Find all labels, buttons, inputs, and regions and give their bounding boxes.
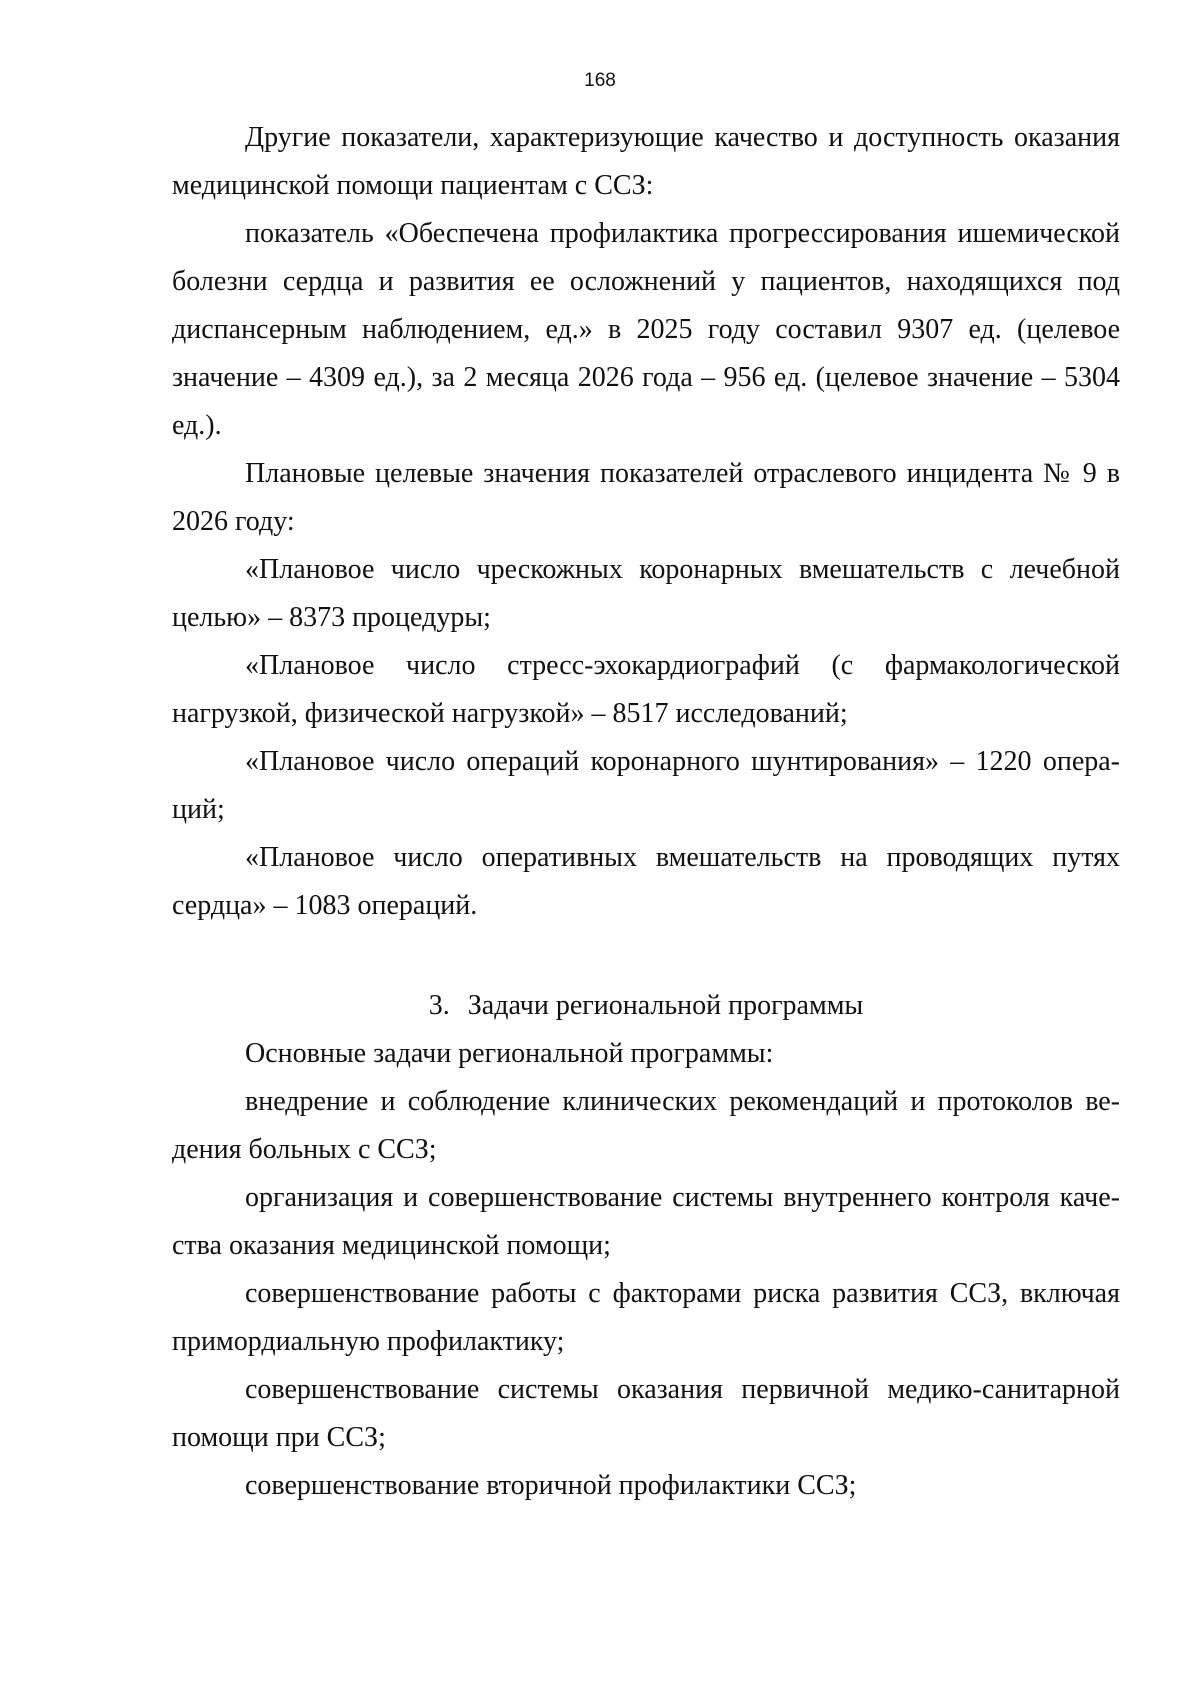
other-indicators-paragraph: Другие показатели, характеризующие качество и доступность оказания медицинской помощи пациентам с ССЗ: xyxy=(172,122,1120,201)
section-heading xyxy=(172,982,1120,1030)
task-item: организация и совершенствование системы внутреннего контроля каче-ства оказания медицинской помощи; xyxy=(172,1182,1120,1261)
task-item: совершенствование системы оказания первичной медико-санитарной помощи при ССЗ; xyxy=(172,1374,1120,1453)
section-number: 3. xyxy=(428,990,450,1021)
page-content xyxy=(172,114,1120,1510)
section-lead-paragraph: Основные задачи региональной программы: xyxy=(245,1038,774,1069)
targets-heading-paragraph: Плановые целевые значения показателей отраслевого инцидента № 9 в 2026 году: xyxy=(172,458,1120,537)
task-item: совершенствование работы с факторами риска развития ССЗ, включая примордиальную профилактику; xyxy=(172,1278,1120,1357)
section-title: Задачи региональной программы xyxy=(467,990,864,1021)
ischemic-indicator-paragraph: показатель «Обеспечена профилактика прогрессирования ишемической болезни сердца и развития ее осложнений у пациентов, находящихся под диспансерным наблюдением, ед.» в 2025 году составил 9307 ед. (целевое значение – 4309 ед.), за 2 месяца 2026 года – 956 ед. (целевое значение – 5304 ед.). xyxy=(172,218,1120,441)
task-item: внедрение и соблюдение клинических рекомендаций и протоколов ве-дения больных с ССЗ; xyxy=(172,1086,1120,1165)
task-item: совершенствование вторичной профилактики ССЗ; xyxy=(245,1470,857,1501)
target-item: «Плановое число чрескожных коронарных вмешательств с лечебной целью» – 8373 процедуры; xyxy=(172,554,1120,633)
page-number: 168 xyxy=(584,70,616,91)
target-item: «Плановое число операций коронарного шунтирования» – 1220 опера-ций; xyxy=(172,746,1120,825)
target-item: «Плановое число стресс-эхокардиографий (с фармакологической нагрузкой, физической нагрузкой» – 8517 исследований; xyxy=(172,650,1120,729)
target-item: «Плановое число оперативных вмешательств на проводящих путях сердца» – 1083 операций. xyxy=(172,842,1120,921)
